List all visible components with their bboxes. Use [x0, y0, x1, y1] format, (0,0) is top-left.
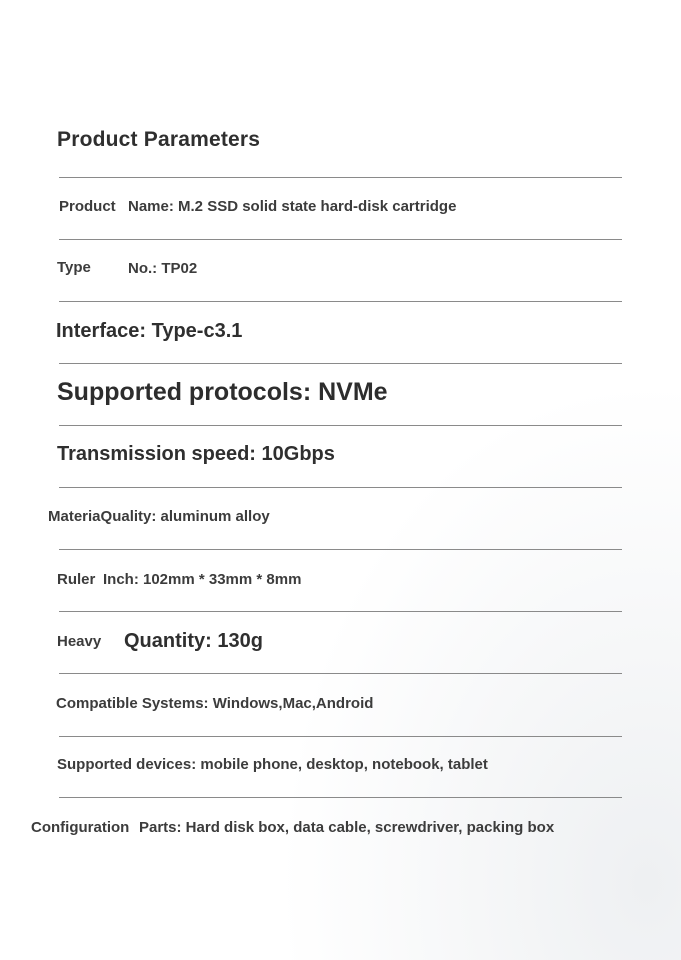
protocols-value: Supported protocols: NVMe: [57, 378, 388, 406]
divider: [59, 177, 622, 178]
divider: [59, 425, 622, 426]
page-title: Product Parameters: [57, 128, 261, 151]
divider: [59, 736, 622, 737]
speed-value: Transmission speed: 10Gbps: [57, 443, 335, 465]
interface-value: Interface: Type-c3.1: [56, 320, 243, 342]
config-label: Configuration: [31, 819, 130, 836]
config-value: Parts: Hard disk box, data cable, screwdriver, packing box: [139, 819, 555, 836]
divider: [59, 549, 622, 550]
divider: [59, 301, 622, 302]
systems-value: Compatible Systems: Windows,Mac,Android: [56, 695, 374, 712]
heavy-label: Heavy: [57, 633, 102, 650]
material-value: MateriaQuality: aluminum alloy: [48, 508, 270, 525]
heavy-value: Quantity: 130g: [124, 630, 263, 652]
divider: [59, 673, 622, 674]
divider: [59, 363, 622, 364]
product-value: Name: M.2 SSD solid state hard-disk cartridge: [128, 198, 457, 215]
devices-value: Supported devices: mobile phone, desktop, notebook, tablet: [57, 756, 488, 773]
divider: [59, 239, 622, 240]
ruler-label: Ruler: [57, 571, 96, 588]
type-label: Type: [57, 259, 91, 276]
product-label: Product: [59, 198, 116, 215]
divider: [59, 487, 622, 488]
divider: [59, 797, 622, 798]
divider: [59, 611, 622, 612]
type-value: No.: TP02: [128, 260, 198, 277]
ruler-value: Inch: 102mm * 33mm * 8mm: [103, 571, 302, 588]
